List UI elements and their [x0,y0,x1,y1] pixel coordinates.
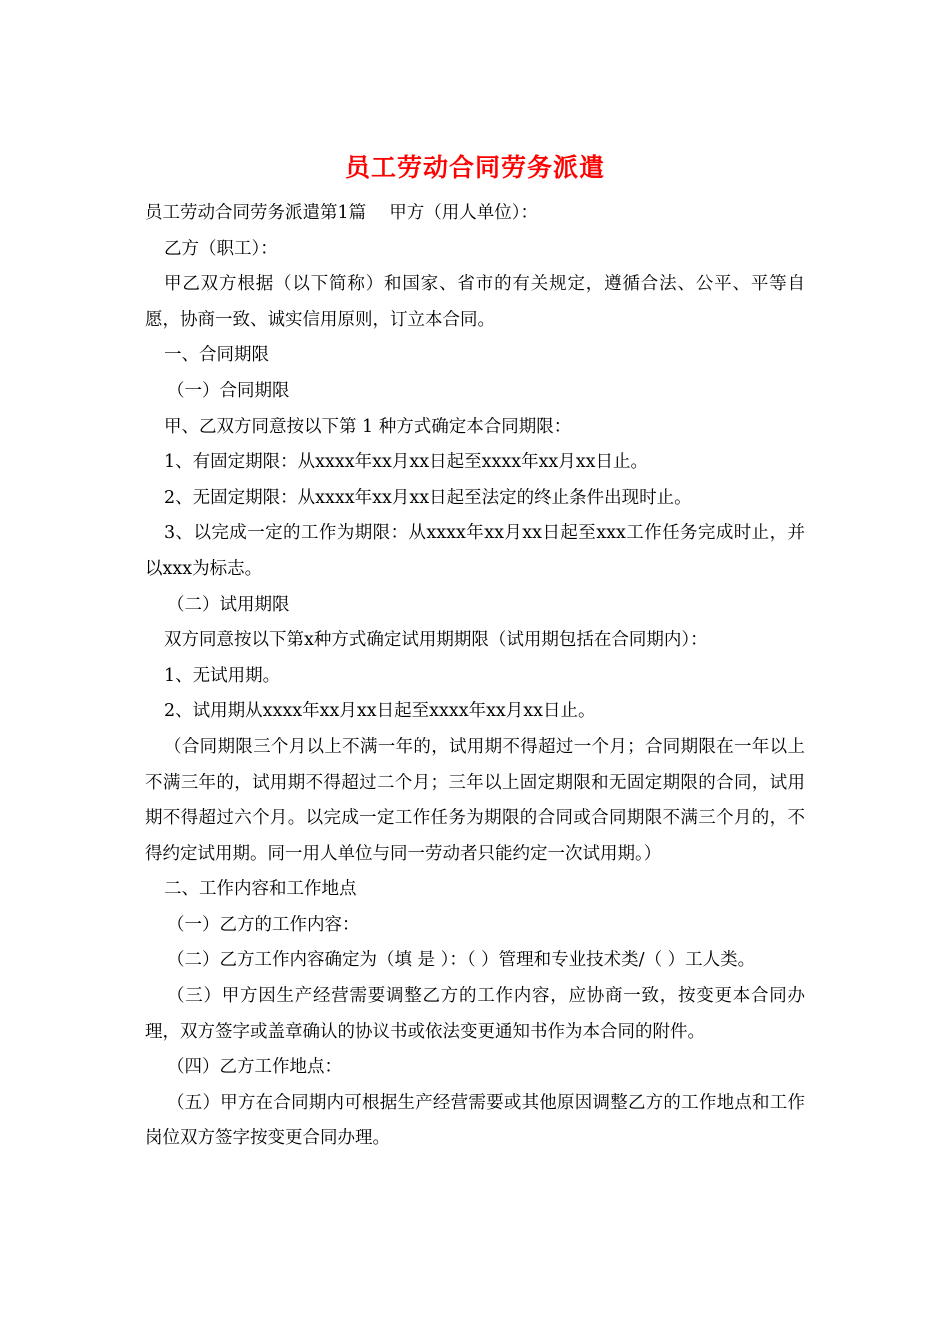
paragraph: 乙方（职工）： [164,238,278,259]
section-heading: 一、合同期限 [164,345,269,366]
subsection-item: （三）甲方因生产经营需要调整乙方的工作内容，应协商一致，按变更本合同办理，双方签字或盖章确认的协议书或依法变更通知书作为本合同的附件。 [145,986,805,1042]
subsection-heading: （一）合同期限 [167,380,290,401]
paragraph: 员工劳动合同劳务派遣第1篇 甲方（用人单位）： [145,203,538,223]
subsection-item: （四）乙方工作地点： [167,1057,342,1078]
list-item: 1、无试用期。 [164,665,281,686]
document-body [145,196,805,1157]
document-title: 员工劳动合同劳务派遣 [344,153,605,182]
note-paragraph: （合同期限三个月以上不满一年的，试用期不得超过一个月；合同期限在一年以上不满三年的，试用期不得超过二个月；三年以上固定期限和无固定期限的合同，试用期不得超过六个月。以完成一定工作任务为期限的合同或合同期限不满三个月的，不得约定试用期。同一用人单位与同一劳动者只能约定一次试用期。） [145,736,805,864]
paragraph: 双方同意按以下第x种方式确定试用期期限（试用期包括在合同期内）： [164,630,708,651]
paragraph: 甲、乙双方同意按以下第 1 种方式确定本合同期限： [164,416,572,437]
subsection-item: （一）乙方的工作内容： [167,914,360,935]
subsection-item: （五）甲方在合同期内可根据生产经营需要或其他原因调整乙方的工作地点和工作岗位双方签字按变更合同办理。 [145,1092,805,1149]
list-item: 3、以完成一定的工作为期限：从xxxx年xx月xx日起至xxx工作任务完成时止，并以xxx为标志。 [145,523,805,579]
list-item: 2、试用期从xxxx年xx月xx日起至xxxx年xx月xx日止。 [164,701,596,722]
subsection-heading: （二）试用期限 [167,594,290,615]
list-item: 2、无固定期限：从xxxx年xx月xx日起至法定的终止条件出现时止。 [164,487,692,508]
section-heading: 二、工作内容和工作地点 [164,879,357,900]
paragraph: 甲乙双方根据（以下简称）和国家、省市的有关规定，遵循合法、公平、平等自愿，协商一致、诚实信用原则，订立本合同。 [145,274,805,330]
list-item: 1、有固定期限：从xxxx年xx月xx日起至xxxx年xx月xx日止。 [164,452,649,473]
subsection-item: （二）乙方工作内容确定为（填 是 ）：（ ）管理和专业技术类/（ ）工人类。 [167,950,756,971]
